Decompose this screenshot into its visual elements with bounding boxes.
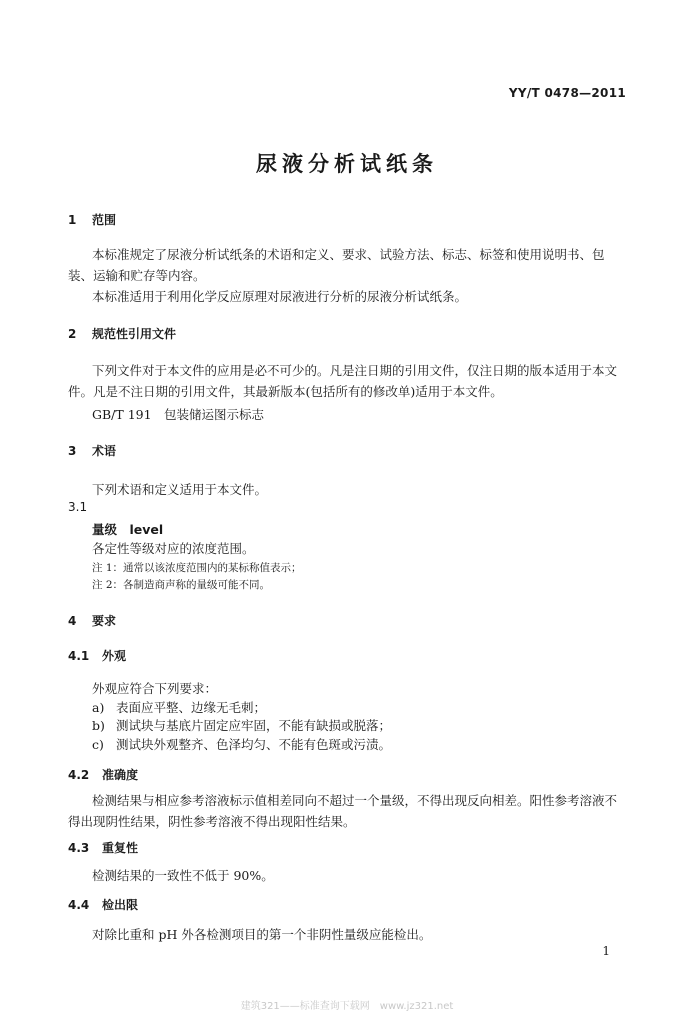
term-name: 量级 level [92,522,164,537]
document-title: 尿液分析试纸条 [256,152,438,176]
section-2-heading [68,325,176,342]
section-title: 要求 [92,614,117,628]
subsection-4-4-heading [68,896,138,913]
subsection-3-1-number: 3.1 [68,500,88,514]
subsection-number: 4.2 [68,768,90,782]
section-2-paragraph-1: 下列文件对于本文件的应用是必不可少的。凡是注日期的引用文件，仅注日期的版本适用于本文件。凡是不注日期的引用文件，其最新版本(包括所有的修改单)适用于本文件。 [68,363,618,399]
section-1-paragraph-1: 本标准规定了尿液分析试纸条的术语和定义、要求、试验方法、标志、标签和使用说明书、包装、运输和贮存等内容。 [68,247,605,283]
list-item [92,716,391,734]
section-number: 3 [68,444,77,458]
appearance-intro: 外观应符合下列要求： [92,681,218,696]
list-item [92,735,391,753]
list-item-text: 测试块外观整齐、色泽均匀、不能有色斑或污渍。 [116,737,392,752]
list-item-label: c) [92,737,104,752]
section-title: 术语 [92,444,117,458]
subsection-title: 检出限 [102,898,139,912]
standard-number: YY/T 0478—2011 [508,86,626,100]
subsection-title: 外观 [102,649,127,663]
subsection-4-3-heading [68,839,138,856]
section-4-heading [68,612,116,629]
section-number: 1 [68,213,77,227]
list-item-text: 测试块与基底片固定应牢固，不能有缺损或脱落； [116,718,392,733]
subsection-number: 4.1 [68,649,90,663]
section-1-paragraph-2: 本标准适用于利用化学反应原理对尿液进行分析的尿液分析试纸条。 [92,289,468,304]
term-note-2: 注 2：各制造商声称的量级可能不同。 [92,579,271,591]
term-note-1: 注 1：通常以该浓度范围内的某标称值表示； [92,562,302,574]
repeatability-paragraph: 检测结果的一致性不低于 90%。 [92,868,274,883]
watermark: 建筑321——标准查询下载网 www.jz321.net [240,1001,454,1012]
term-definition: 各定性等级对应的浓度范围。 [92,541,255,556]
section-1-heading [68,211,116,228]
subsection-number: 4.4 [68,898,90,912]
subsection-title: 重复性 [102,841,139,855]
list-item-label: b) [92,718,105,733]
subsection-number: 4.3 [68,841,90,855]
page-number: 1 [602,944,610,958]
section-3-intro: 下列术语和定义适用于本文件。 [92,482,268,497]
subsection-4-1-heading [68,647,126,664]
section-number: 4 [68,614,77,628]
list-item [92,698,266,716]
subsection-title: 准确度 [102,768,139,782]
section-title: 范围 [92,213,117,227]
section-number: 2 [68,327,77,341]
accuracy-paragraph: 检测结果与相应参考溶液标示值相差同向不超过一个量级，不得出现反向相差。阳性参考溶液不得出现阴性结果，阴性参考溶液不得出现阳性结果。 [68,793,618,829]
section-3-heading [68,442,116,459]
detection-limit-paragraph: 对除比重和 pH 外各检测项目的第一个非阴性量级应能检出。 [92,927,432,942]
subsection-4-2-heading [68,766,138,783]
section-title: 规范性引用文件 [92,327,177,341]
normative-reference: GB/T 191 包装储运图示标志 [92,407,265,422]
list-item-text: 表面应平整、边缘无毛刺； [116,700,267,715]
list-item-label: a) [92,700,105,715]
